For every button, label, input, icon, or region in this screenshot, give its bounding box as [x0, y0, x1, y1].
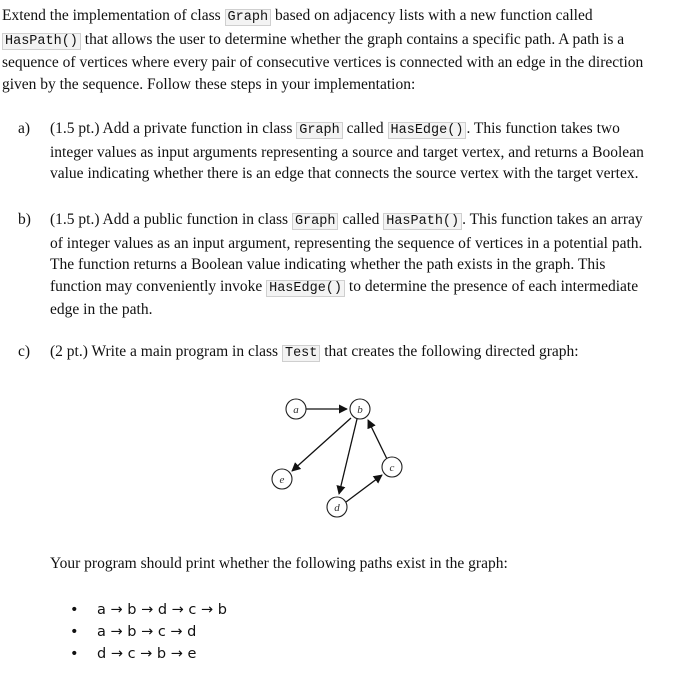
intro-line: sequence of vertices where every pair of consecutive vertices is connected with an edge in the direction — [2, 54, 644, 71]
vertex-label: b — [357, 404, 363, 416]
path-text: a → b → d → c → b — [97, 602, 227, 618]
code-haspath: HasPath() — [2, 33, 81, 50]
edge-b-d — [339, 419, 357, 494]
edge-d-b — [368, 420, 387, 459]
bullet-icon: • — [70, 624, 79, 640]
code-test: Test — [282, 345, 320, 362]
code-hasedge: HasEdge() — [266, 280, 345, 297]
code-haspath: HasPath() — [383, 213, 462, 230]
vertex-label: a — [293, 404, 299, 416]
intro-line: given by the sequence. Follow these steps in your implementation: — [2, 75, 416, 93]
path-text: a → b → c → d — [97, 624, 197, 640]
paths-instruction: Your program should print whether the following paths exist in the graph: — [50, 555, 508, 572]
code-hasedge: HasEdge() — [388, 122, 467, 139]
path-text: d → c → b → e — [97, 646, 197, 662]
item-label: a) — [18, 120, 31, 137]
item-label: c) — [18, 343, 31, 360]
item-text: (1.5 pt.) Add a private function in class Graph called HasEdge() . This function takes two integer values as input arguments representing a source and target vertex, and returns a Boolean value indicating whether there is an edge that connects the source vertex with the target vertex. — [50, 120, 644, 182]
item-label: b) — [18, 211, 31, 228]
bullet-icon: • — [70, 646, 79, 662]
edge-d-c — [346, 475, 382, 502]
edge-b-e — [292, 418, 351, 471]
intro-line: HasPath() that allows the user to determine whether the graph contains a specific path. A path is a — [2, 29, 668, 53]
intro-line: Extend the implementation of class Graph based on adjacency lists with a new function called — [2, 7, 593, 25]
vertex-label: c — [389, 462, 395, 474]
code-graph: Graph — [292, 213, 339, 230]
vertex-label: e — [279, 474, 285, 486]
vertex-label: d — [334, 502, 340, 514]
item-text: (2 pt.) Write a main program in class Test that creates the following directed graph: — [50, 343, 579, 361]
item-text: (1.5 pt.) Add a public function in class Graph called HasPath() . This function takes an array of integer values as an input argument, representing the sequence of vertices in a potential path. The function returns a Boolean value indicating whether the path exists in the graph. This function may conveniently invoke HasEdge() to determine the presence of each intermediate edge in the path. — [50, 211, 643, 318]
code-graph: Graph — [296, 122, 343, 139]
bullet-icon: • — [70, 602, 79, 618]
code-graph: Graph — [225, 9, 272, 26]
